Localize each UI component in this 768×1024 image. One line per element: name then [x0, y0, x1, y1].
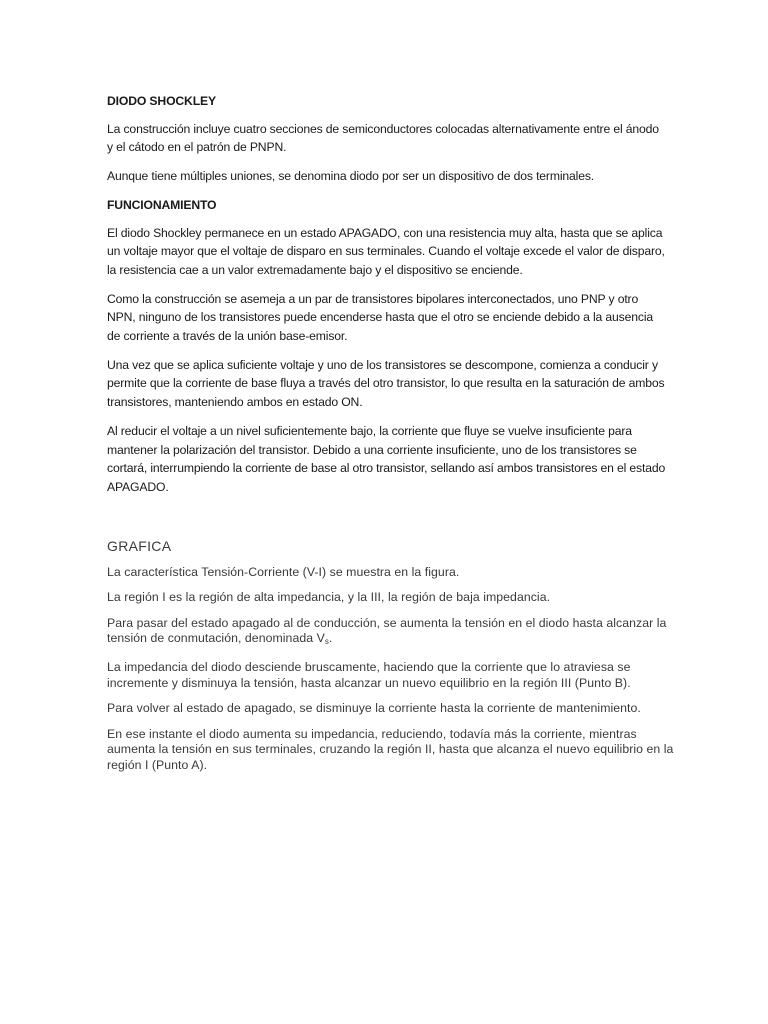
- paragraph-estado-apagado: El diodo Shockley permanece en un estado APAGADO, con una resistencia muy alta, hasta que se aplica un voltaje mayor que el voltaje de disparo en sus terminales. Cuando el voltaje excede el valor de disparo, la resistencia cae a un valor extremadamente bajo y el dispositivo se enciende.: [107, 225, 665, 277]
- section-title-grafica: GRAFICA: [107, 538, 172, 554]
- paragraph-instante: En ese instante el diodo aumenta su impedancia, reduciendo, todavía más la corriente, mientras aumenta la tensión en sus terminales, cruzando la región II, hasta que alcanza el nuevo equilibrio en la región I (Punto A).: [107, 726, 674, 772]
- shockley-description: [107, 92, 667, 497]
- paragraph-uniones: Aunque tiene múltiples uniones, se denomina diodo por ser un dispositivo de dos terminales.: [107, 169, 595, 184]
- paragraph-construccion: La construcción incluye cuatro secciones de semiconductores colocadas alternativamente entre el ánodo y el cátodo en el patrón de PNPN.: [107, 121, 659, 155]
- section-title-diodo-shockley: DIODO SHOCKLEY: [107, 94, 216, 108]
- conmutacion-end: .: [328, 631, 333, 646]
- document-page: [107, 92, 674, 772]
- conmutacion-text: Para pasar del estado apagado al de conducción, se aumenta la tensión en el diodo hasta alcanzar la tensión de conmutación, denominada V: [107, 615, 667, 646]
- paragraph-transistores-bipolares: Como la construcción se asemeja a un par de transistores bipolares interconectados, uno PNP y otro NPN, ninguno de los transistores puede encenderse hasta que el otro se enciende debido a la ausencia de corriente a través de la unión base-emisor.: [107, 291, 654, 344]
- paragraph-caracteristica-vi: La característica Tensión-Corriente (V-I) se muestra en la figura.: [107, 564, 460, 579]
- grafica-section: [107, 539, 677, 784]
- paragraph-reducir-voltaje: Al reducir el voltaje a un nivel suficientemente bajo, la corriente que fluye se vuelve insuficiente para mantener la polarización del transistor. Debido a una corriente insuficiente, uno de los transistores se cortará, interrumpiendo la corriente de base al otro transistor, sellando así ambos transistores en el estado APAGADO.: [107, 423, 666, 494]
- paragraph-regiones: La región I es la región de alta impedancia, y la III, la región de baja impedancia.: [107, 590, 551, 605]
- section-title-funcionamiento: FUNCIONAMIENTO: [107, 197, 217, 212]
- paragraph-conmutacion: [107, 616, 677, 650]
- paragraph-volver-apagado: Para volver al estado de apagado, se disminuye la corriente hasta la corriente de mantenimiento.: [107, 701, 641, 716]
- paragraph-impedancia: La impedancia del diodo desciende bruscamente, haciendo que la corriente que lo atraviesa se incremente y disminuya la tensión, hasta alcanzar un nuevo equilibrio en la región III (Punto B).: [107, 659, 631, 690]
- paragraph-saturacion: Una vez que se aplica suficiente voltaje y uno de los transistores se descompone, comienza a conducir y permite que la corriente de base fluya a través del otro transistor, lo que resulta en la saturación de ambos transistores, manteniendo ambos en estado ON.: [107, 357, 665, 410]
- conmutacion-subscript: s: [324, 637, 329, 647]
